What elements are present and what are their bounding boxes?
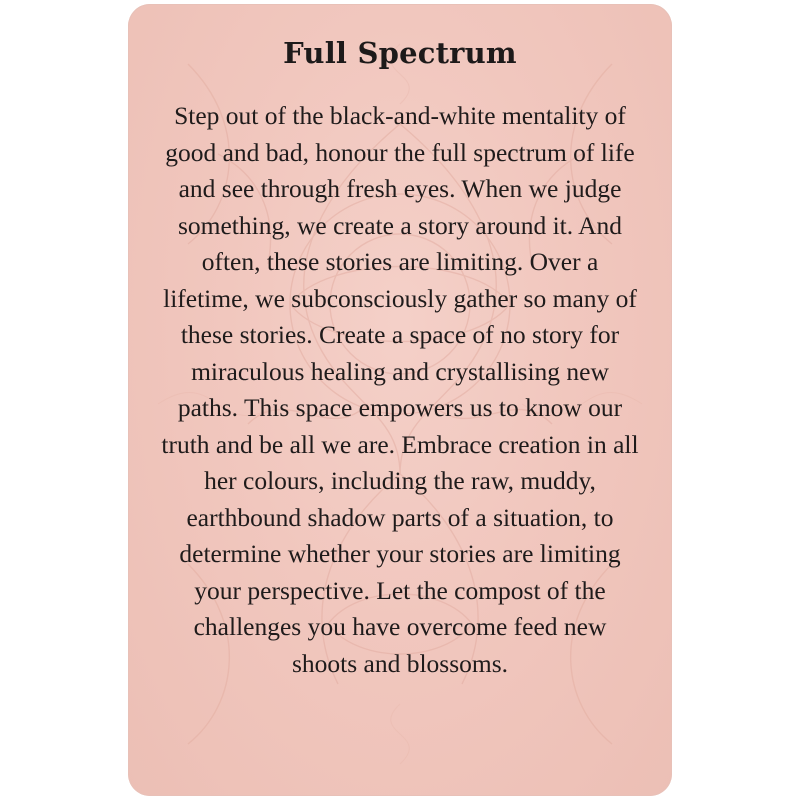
card-body-text: Step out of the black-and-white mentality of good and bad, honour the full spectrum of life and see through fresh eyes. When we judge something, we create a story around it. And often, these stories are limiting. Over a lifetime, we subconsciously gather so many of these stories. Create a space of no story for miraculous healing and crystallising new paths. This space empowers us to know our truth and be all we are. Embrace creation in all her colours, including the raw, muddy, earthbound shadow parts of a situation, to determine whether your stories are limiting your perspective. Let the compost of the challenges you have overcome feed new shoots and blossoms. [161,101,639,678]
oracle-card [128,4,672,796]
card-title: Full Spectrum [283,36,517,70]
